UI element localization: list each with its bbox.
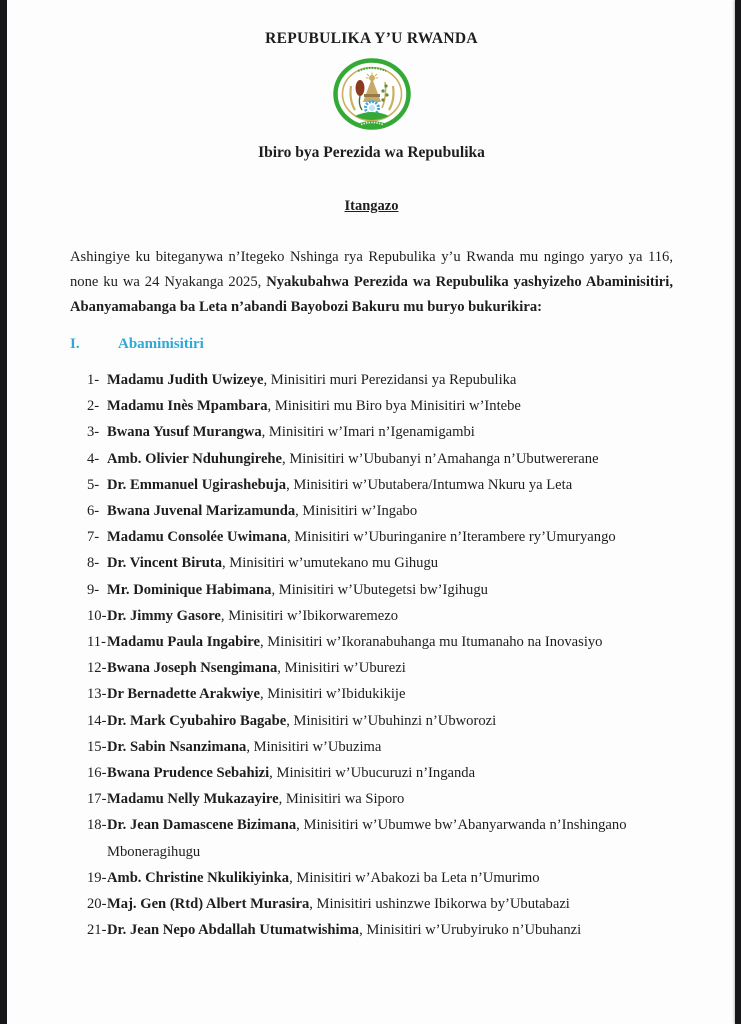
minister-number: 14- [87,712,107,729]
minister-number: 20- [87,896,107,913]
minister-name: Madamu Consolée Uwimana [107,529,287,546]
minister-list-item [87,865,673,891]
minister-name: Madamu Inès Mpambara [107,398,268,415]
minister-role: , Minisitiri w’Ububanyi n’Amahanga n’Ubutwererane [282,450,599,467]
minister-list-item [87,708,673,734]
minister-name: Dr. Emmanuel Ugirashebuja [107,476,287,493]
minister-role: , Minisitiri w’Urubyiruko n’Ubuhanzi [359,922,582,939]
minister-role: , Minisitiri muri Perezidansi ya Repubulika [263,372,517,388]
minister-number: 9- [87,581,100,598]
minister-number: 19- [87,869,107,886]
ministers-list [70,367,673,943]
minister-role: , Minisitiri w’Ubucuruzi n’Inganda [269,765,476,782]
document-page [7,0,735,1024]
minister-number: 13- [87,686,107,703]
minister-number: 12- [87,660,107,677]
intro-paragraph [70,245,673,320]
minister-role: , Minisitiri w’Ibikorwaremezo [220,607,399,624]
minister-role: , Minisitiri w’Abakozi ba Leta n’Umurimo [289,869,540,886]
minister-name: Bwana Yusuf Murangwa [107,424,262,441]
minister-number: 1- [87,372,100,388]
minister-list-item [87,629,673,655]
minister-number: 2- [87,398,100,415]
minister-number: 4- [87,450,100,467]
photo-left-border [0,0,7,1024]
minister-role: , Minisitiri w’Ikoranabuhanga mu Itumanaho na Inovasiyo [260,634,603,651]
minister-role: , Minisitiri mu Biro bya Minisitiri w’Intebe [267,398,521,415]
minister-list-item [87,419,673,445]
intro-colon: : [537,299,543,315]
minister-role: , Minisitiri w’Ubutabera/Intumwa Nkuru ya Leta [286,476,573,493]
minister-name: Dr. Vincent Biruta [107,555,222,572]
minister-name: Dr. Jean Nepo Abdallah Utumatwishima [107,922,360,939]
minister-list-item [87,734,673,760]
notice-title: Itangazo [344,198,399,214]
minister-number: 3- [87,424,100,441]
minister-number: 17- [87,791,107,808]
minister-number: 8- [87,555,100,572]
minister-role: , Minisitiri w’Uburezi [277,660,406,677]
intro-normal-text: Ashingiye ku biteganywa n’Itegeko Nshinga rya Repubulika y’u Rwanda mu ngingo yaryo ya 116, none ku wa 24 Nyakanga 2025, [70,249,673,290]
minister-role: , Minisitiri w’Ibidukikije [259,686,406,703]
republic-title: REPUBULIKA Y’U RWANDA [265,30,478,47]
minister-name: Dr. Mark Cyubahiro Bagabe [107,712,287,729]
minister-name: Madamu Paula Ingabire [107,634,260,651]
minister-name: Amb. Christine Nkulikiyinka [107,869,290,886]
minister-number: 6- [87,503,100,520]
minister-list-item [87,603,673,629]
minister-name: Dr. Jimmy Gasore [107,607,221,624]
minister-list-item [87,524,673,550]
office-title: Ibiro bya Perezida wa Repubulika [258,144,485,161]
minister-role: , Minisitiri wa Siporo [278,791,405,808]
section-title: Abaminisitiri [118,336,204,352]
section-numeral: I. [70,336,80,352]
minister-role: , Minisitiri w’Imari n’Igenamigambi [261,424,475,441]
minister-number: 21- [87,922,107,939]
section-heading-abaminisitiri [70,336,673,353]
coat-of-arms-icon [331,58,413,134]
minister-name: Mr. Dominique Habimana [107,581,272,598]
minister-list-item [87,446,673,472]
minister-list-item [87,577,673,603]
minister-role: , Minisitiri w’umutekano mu Gihugu [222,555,439,572]
minister-name: Dr Bernadette Arakwiye [107,686,260,703]
minister-name: Madamu Nelly Mukazayire [107,791,279,808]
minister-list-item [87,760,673,786]
minister-number: 7- [87,529,100,546]
minister-list-item [87,472,673,498]
document-header [70,30,673,215]
minister-name: Madamu Judith Uwizeye [107,372,264,388]
minister-name: Amb. Olivier Nduhungirehe [107,450,283,467]
minister-list-item [87,550,673,576]
minister-name: Bwana Prudence Sebahizi [107,765,270,782]
minister-role: , Minisitiri w’Ubuzima [246,738,382,755]
minister-list-item [87,681,673,707]
minister-number: 16- [87,765,107,782]
minister-number: 15- [87,738,107,755]
rwanda-coat-of-arms [70,58,673,134]
minister-list-item [87,917,673,943]
minister-role: , Minisitiri ushinzwe Ibikorwa by’Ubutabazi [309,896,570,913]
minister-number: 11- [87,634,106,651]
minister-list-item [87,786,673,812]
minister-list-item [87,812,673,864]
intro-bold-text: Nyakubahwa Perezida wa Repubulika yashyizeho Abaminisitiri, Abanyamabanga ba Leta n’abandi Bayobozi Bakuru mu buryo bukurikira [70,274,673,315]
minister-name: Bwana Joseph Nsengimana [107,660,278,677]
minister-role: , Minisitiri w’Ingabo [295,503,418,520]
minister-number: 5- [87,476,100,493]
minister-name: Maj. Gen (Rtd) Albert Murasira [107,896,310,913]
minister-number: 18- [87,817,107,834]
minister-list-item [87,655,673,681]
minister-list-item [87,498,673,524]
minister-name: Dr. Jean Damascene Bizimana [107,817,297,834]
minister-role: , Minisitiri w’Ubutegetsi bw’Igihugu [271,581,488,598]
minister-list-item [87,367,673,393]
minister-name: Bwana Juvenal Marizamunda [107,503,296,520]
photo-right-border [735,0,741,1024]
minister-number: 10- [87,607,107,624]
minister-name: Dr. Sabin Nsanzimana [107,738,247,755]
minister-role: , Minisitiri w’Ubumwe bw’Abanyarwanda n’Inshingano Mboneragihugu [107,817,627,860]
minister-list-item [87,393,673,419]
minister-list-item [87,891,673,917]
minister-role: , Minisitiri w’Ubuhinzi n’Ubworozi [286,712,497,729]
minister-role: , Minisitiri w’Uburinganire n’Iterambere ry’Umuryango [287,529,616,546]
